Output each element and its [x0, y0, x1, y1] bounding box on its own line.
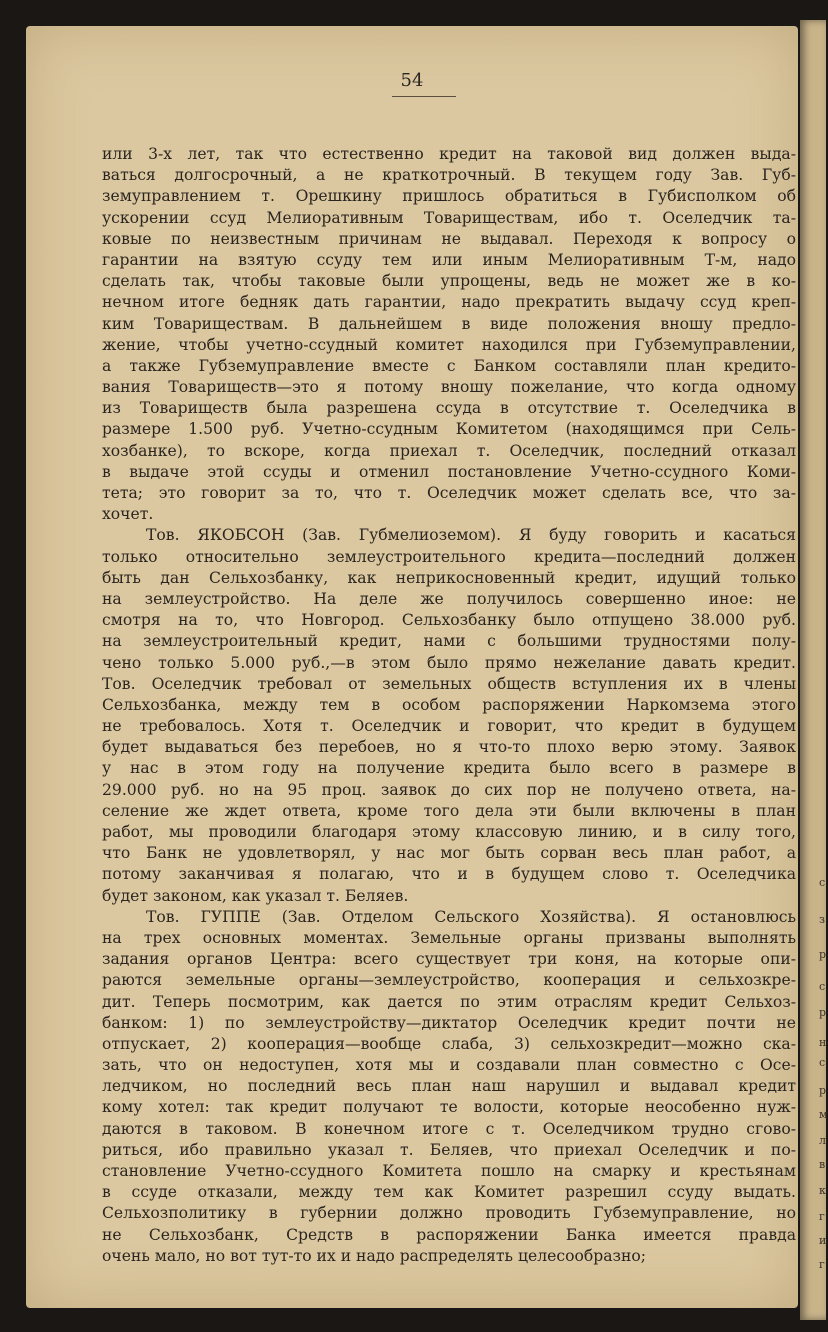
- text-line: ваться долгосрочный, а не краткотрочный. В текущем году Зав. Губ-: [102, 166, 796, 185]
- text-line: даются в таковом. В конечном итоге с т. Оселедчиком трудно сгово-: [102, 1119, 796, 1138]
- text-line: дит. Теперь посмотрим, как дается по этим отраслям кредит Сельхоз-: [102, 992, 796, 1011]
- text-line: тета; это говорит за то, что т. Оселедчик может сделать все, что за-: [102, 484, 796, 502]
- text-line: Тов. Оселедчик требовал от земельных обществ вступления их в члены: [102, 674, 796, 693]
- text-line: вания Товариществ—это я потому вношу пожелание, что когда одному: [102, 378, 796, 397]
- text-line: работ, мы проводили благодаря этому классовую линию, и в силу того,: [102, 823, 796, 841]
- text-line: ускорении ссуд Мелиоративным Товариществам, ибо т. Оселедчик та-: [102, 208, 796, 227]
- text-line: в выдаче этой ссуды и отменил постановление Учетно-ссудного Коми-: [102, 462, 796, 481]
- edge-letter: с: [819, 980, 826, 993]
- text-line: становление Учетно-ссудного Комитета пошло на смарку и крестьянам: [102, 1162, 796, 1180]
- text-line: только относительно землеустроительного кредита—последний должен: [102, 547, 796, 566]
- text-line: размере 1.500 руб. Учетно-ссудным Комитетом (находящимся при Сель-: [102, 420, 796, 439]
- text-line: смотря на то, что Новгород. Сельхозбанку было отпущено 38.000 руб.: [102, 611, 796, 630]
- text-line: банком: 1) по землеустройству—диктатор Оселедчик кредит почти не: [102, 1013, 796, 1032]
- text-line: будет законом, как указал т. Беляев.: [102, 886, 409, 905]
- text-line: хозбанке), то вскоре, когда приехал т. Оселедчик, последний отказал: [102, 441, 796, 460]
- text-line: задания органов Центра: всего существует три коня, на которые опи-: [102, 950, 796, 969]
- edge-letter: г: [819, 1210, 825, 1223]
- edge-letter: р: [819, 1006, 827, 1019]
- edge-letter: в: [819, 1158, 826, 1171]
- page-number: 54: [400, 70, 424, 91]
- text-line: нечном итоге бедняк дать гарантии, надо прекратить выдачу ссуд креп-: [102, 293, 796, 312]
- edge-letter: р: [819, 1084, 827, 1097]
- text-line: в ссуде отказали, между тем как Комитет разрешил ссуду выдать.: [102, 1183, 796, 1202]
- edge-letter: л: [819, 1134, 826, 1147]
- edge-letter: и: [819, 1234, 827, 1247]
- edge-letter: н: [819, 1036, 827, 1049]
- text-line: очень мало, но вот тут-то их и надо распределять целесообразно;: [102, 1246, 647, 1265]
- text-line: быть дан Сельхозбанку, как неприкосновенный кредит, идущий только: [102, 568, 796, 587]
- text-line: хочет.: [102, 505, 154, 524]
- text-line: раются земельные органы—землеустройство, кооперация и сельхозкре-: [102, 971, 796, 990]
- text-line: на землеустройство. На деле же получилось совершенно иное: не: [102, 589, 796, 608]
- text-line: гарантии на взятую ссуду тем или иным Мелиоративным Т-м, надо: [102, 250, 796, 269]
- edge-letter: р: [819, 948, 827, 961]
- text-line: из Товариществ была разрешена ссуда в отсутствие т. Оселедчика в: [102, 399, 796, 418]
- next-page-edge: [800, 20, 826, 1320]
- text-line: потому заканчивая я полагаю, что и в будущем слово т. Оселедчика: [102, 865, 796, 884]
- text-line: кому хотел: так кредит получают те волости, которые неособенно нуж-: [102, 1098, 796, 1117]
- edge-letter: с: [819, 1056, 826, 1069]
- page-number-rule: [392, 96, 456, 97]
- text-line: ким Товариществам. В дальнейшем в виде положения вношу предло-: [102, 314, 796, 333]
- text-line: земуправлением т. Орешкину пришлось обратиться в Губисполком об: [102, 187, 796, 206]
- text-line: Сельхозбанка, между тем в особом распоряжении Наркомзема этого: [102, 695, 796, 714]
- text-line: ковые по неизвестным причинам не выдавал. Переходя к вопросу о: [102, 229, 796, 248]
- text-line: будет выдаваться без перебоев, но я что-то плохо верю этому. Заявок: [102, 738, 796, 757]
- text-line: ледчиком, но последний весь план наш нарушил и выдавал кредит: [102, 1077, 796, 1096]
- text-line: Тов. ЯКОБСОН (Зав. Губмелиоземом). Я буду говорить и касаться: [146, 526, 796, 545]
- edge-letter: с: [819, 876, 826, 889]
- text-line: не Сельхозбанк, Средств в распоряжении Банка имеется правда: [102, 1225, 796, 1244]
- document-page: [26, 26, 798, 1308]
- text-line: 29.000 руб. но на 95 проц. заявок до сих пор не получено ответа, на-: [102, 780, 796, 799]
- text-line: Сельхозполитику в губернии должно проводить Губземуправление, но: [102, 1204, 796, 1223]
- text-line: зать, что он недоступен, хотя мы и создавали план совместно с Осе-: [102, 1056, 796, 1075]
- text-line: жение, чтобы учетно-ссудный комитет находился при Губземуправлении,: [102, 335, 796, 354]
- text-line: у нас в этом году на получение кредита было всего в размере в: [102, 759, 796, 778]
- edge-letter: к: [819, 1184, 826, 1197]
- edge-letter: м: [819, 1108, 828, 1121]
- edge-letter: г: [819, 1258, 825, 1271]
- text-line: чено только 5.000 руб.,—в этом было прямо нежелание давать кредит.: [102, 653, 796, 672]
- text-line: а также Губземуправление вместе с Банком составляли план кредито-: [102, 356, 796, 375]
- text-line: или 3-х лет, так что естественно кредит на таковой вид должен выда-: [102, 145, 796, 163]
- body-text: [102, 144, 796, 1267]
- text-line: отпускает, 2) кооперация—вообще слаба, 3) сельхозкредит—можно ска-: [102, 1034, 796, 1053]
- text-line: что Банк не удовлетворял, у нас мог быть сорван весь план работ, а: [102, 844, 796, 863]
- text-line: сделать так, чтобы таковые были упрощены, ведь не может же в ко-: [102, 272, 796, 291]
- text-line: Тов. ГУППЕ (Зав. Отделом Сельского Хозяйства). Я остановлюсь: [146, 907, 796, 926]
- edge-letter: з: [819, 913, 825, 926]
- text-line: риться, ибо правильно указал т. Беляев, что приехал Оселедчик и по-: [102, 1140, 796, 1159]
- text-line: не требовалось. Хотя т. Оселедчик и говорит, что кредит в будущем: [102, 717, 796, 736]
- text-line: на землеустроительный кредит, нами с большими трудностями полу-: [102, 632, 796, 651]
- text-line: на трех основных моментах. Земельные органы призваны выполнять: [102, 928, 796, 947]
- text-line: селение же ждет ответа, кроме того дела эти были включены в план: [102, 801, 796, 820]
